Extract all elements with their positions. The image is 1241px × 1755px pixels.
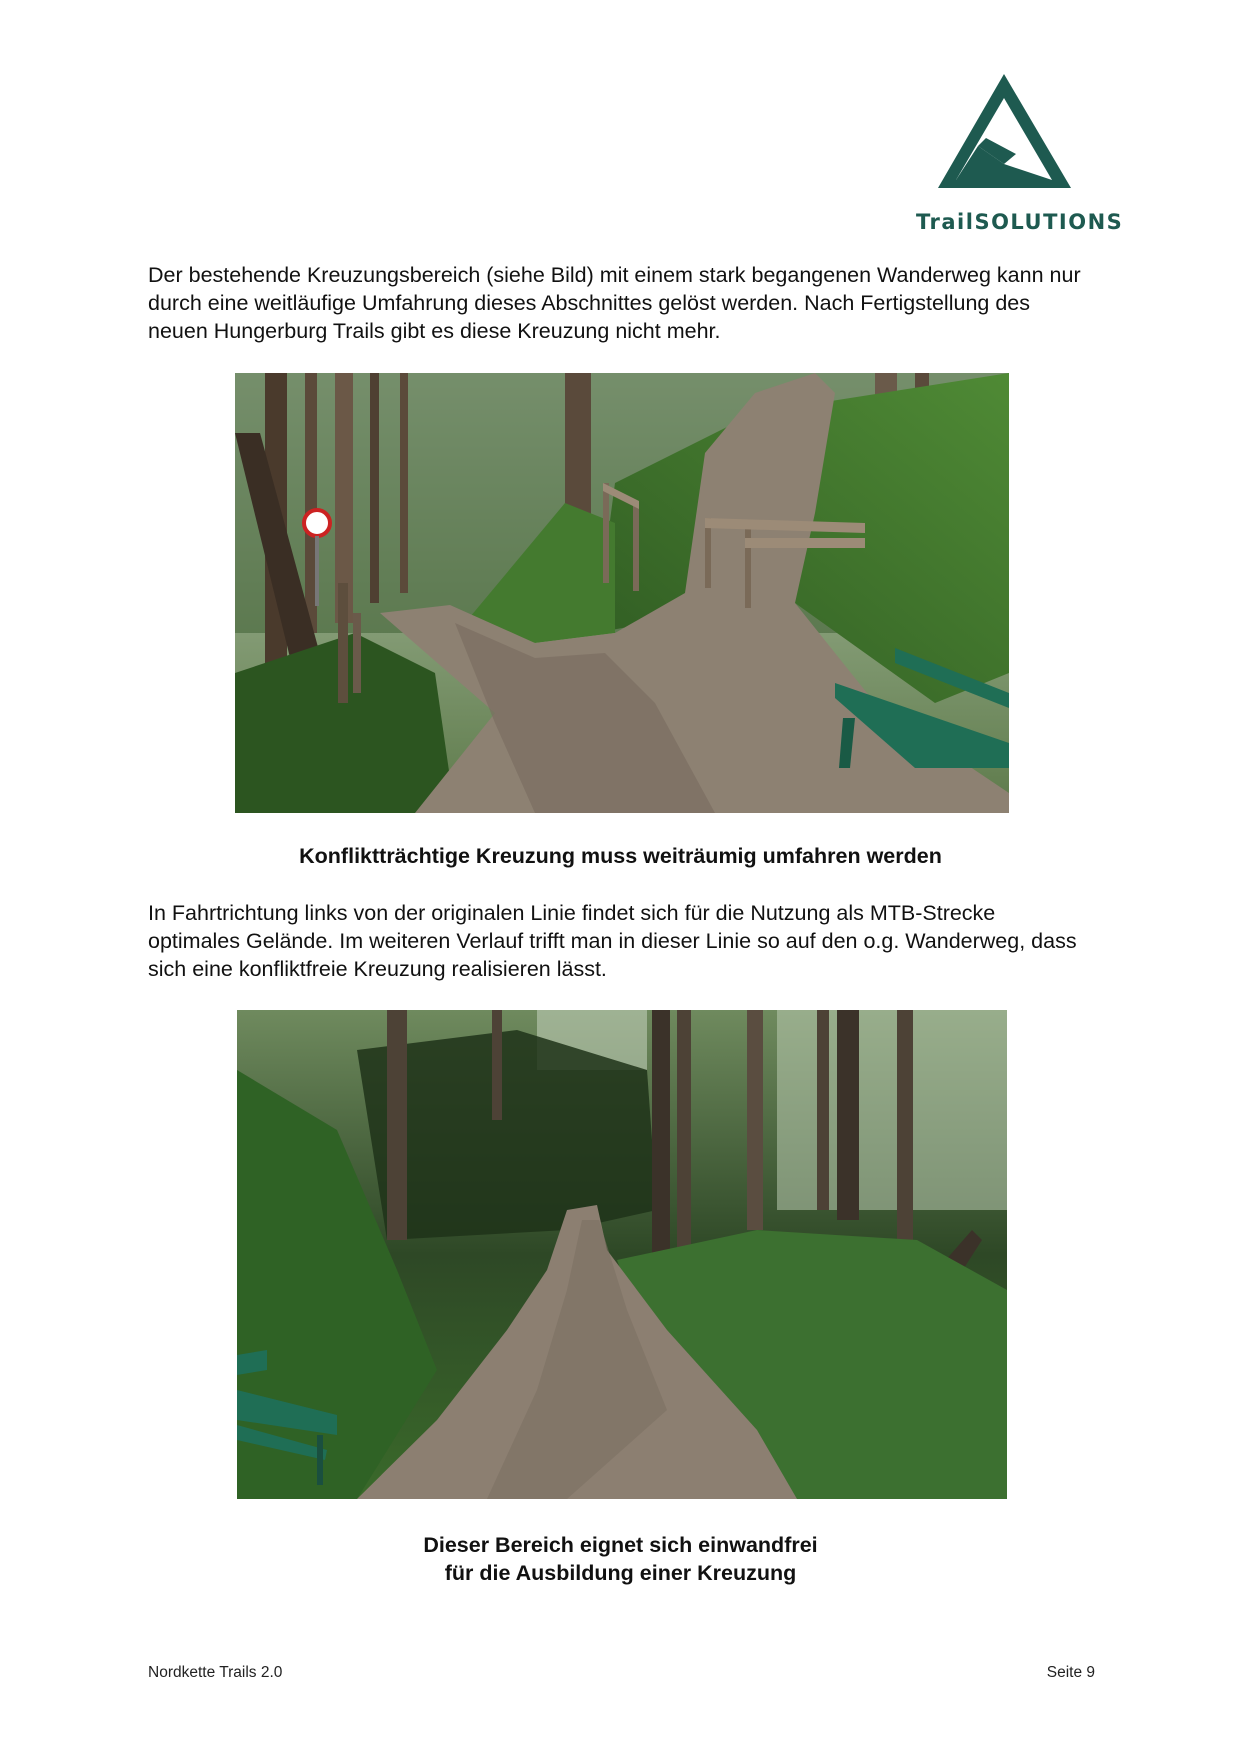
triangle-mountain-icon — [916, 68, 1096, 208]
logo-text: TrailSOLUTIONS — [916, 210, 1124, 234]
photo-caption-1: Konfliktträchtige Kreuzung muss weiträumig umfahren werden — [299, 844, 942, 868]
photo-caption-2-line-1: Dieser Bereich eignet sich einwandfrei — [423, 1533, 818, 1557]
description-paragraph: In Fahrtrichtung links von der originalen Linie findet sich für die Nutzung als MTB-Strecke optimales Gelände. Im weiteren Verlauf trifft man in dieser Linie so auf den o.g. Wanderweg, dass sich eine konfliktfreie Kreuzung realisieren lässt. — [148, 901, 1077, 981]
photo-caption-2-line-2: für die Ausbildung einer Kreuzung — [444, 1561, 797, 1585]
footer-document-title: Nordkette Trails 2.0 — [148, 1664, 283, 1681]
trail-crossing-photo — [235, 373, 1009, 813]
footer-page-number: Seite 9 — [1046, 1664, 1095, 1681]
forest-path-photo — [237, 1010, 1007, 1499]
trailsolutions-logo — [916, 68, 1124, 238]
photo-caption-2 — [148, 1531, 1093, 1587]
intro-paragraph: Der bestehende Kreuzungsbereich (siehe Bild) mit einem stark begangenen Wanderweg kann nur durch eine weitläufige Umfahrung dieses Abschnittes gelöst werden. Nach Fertigstellung des neuen Hungerburg Trails gibt es diese Kreuzung nicht mehr. — [148, 263, 1081, 343]
